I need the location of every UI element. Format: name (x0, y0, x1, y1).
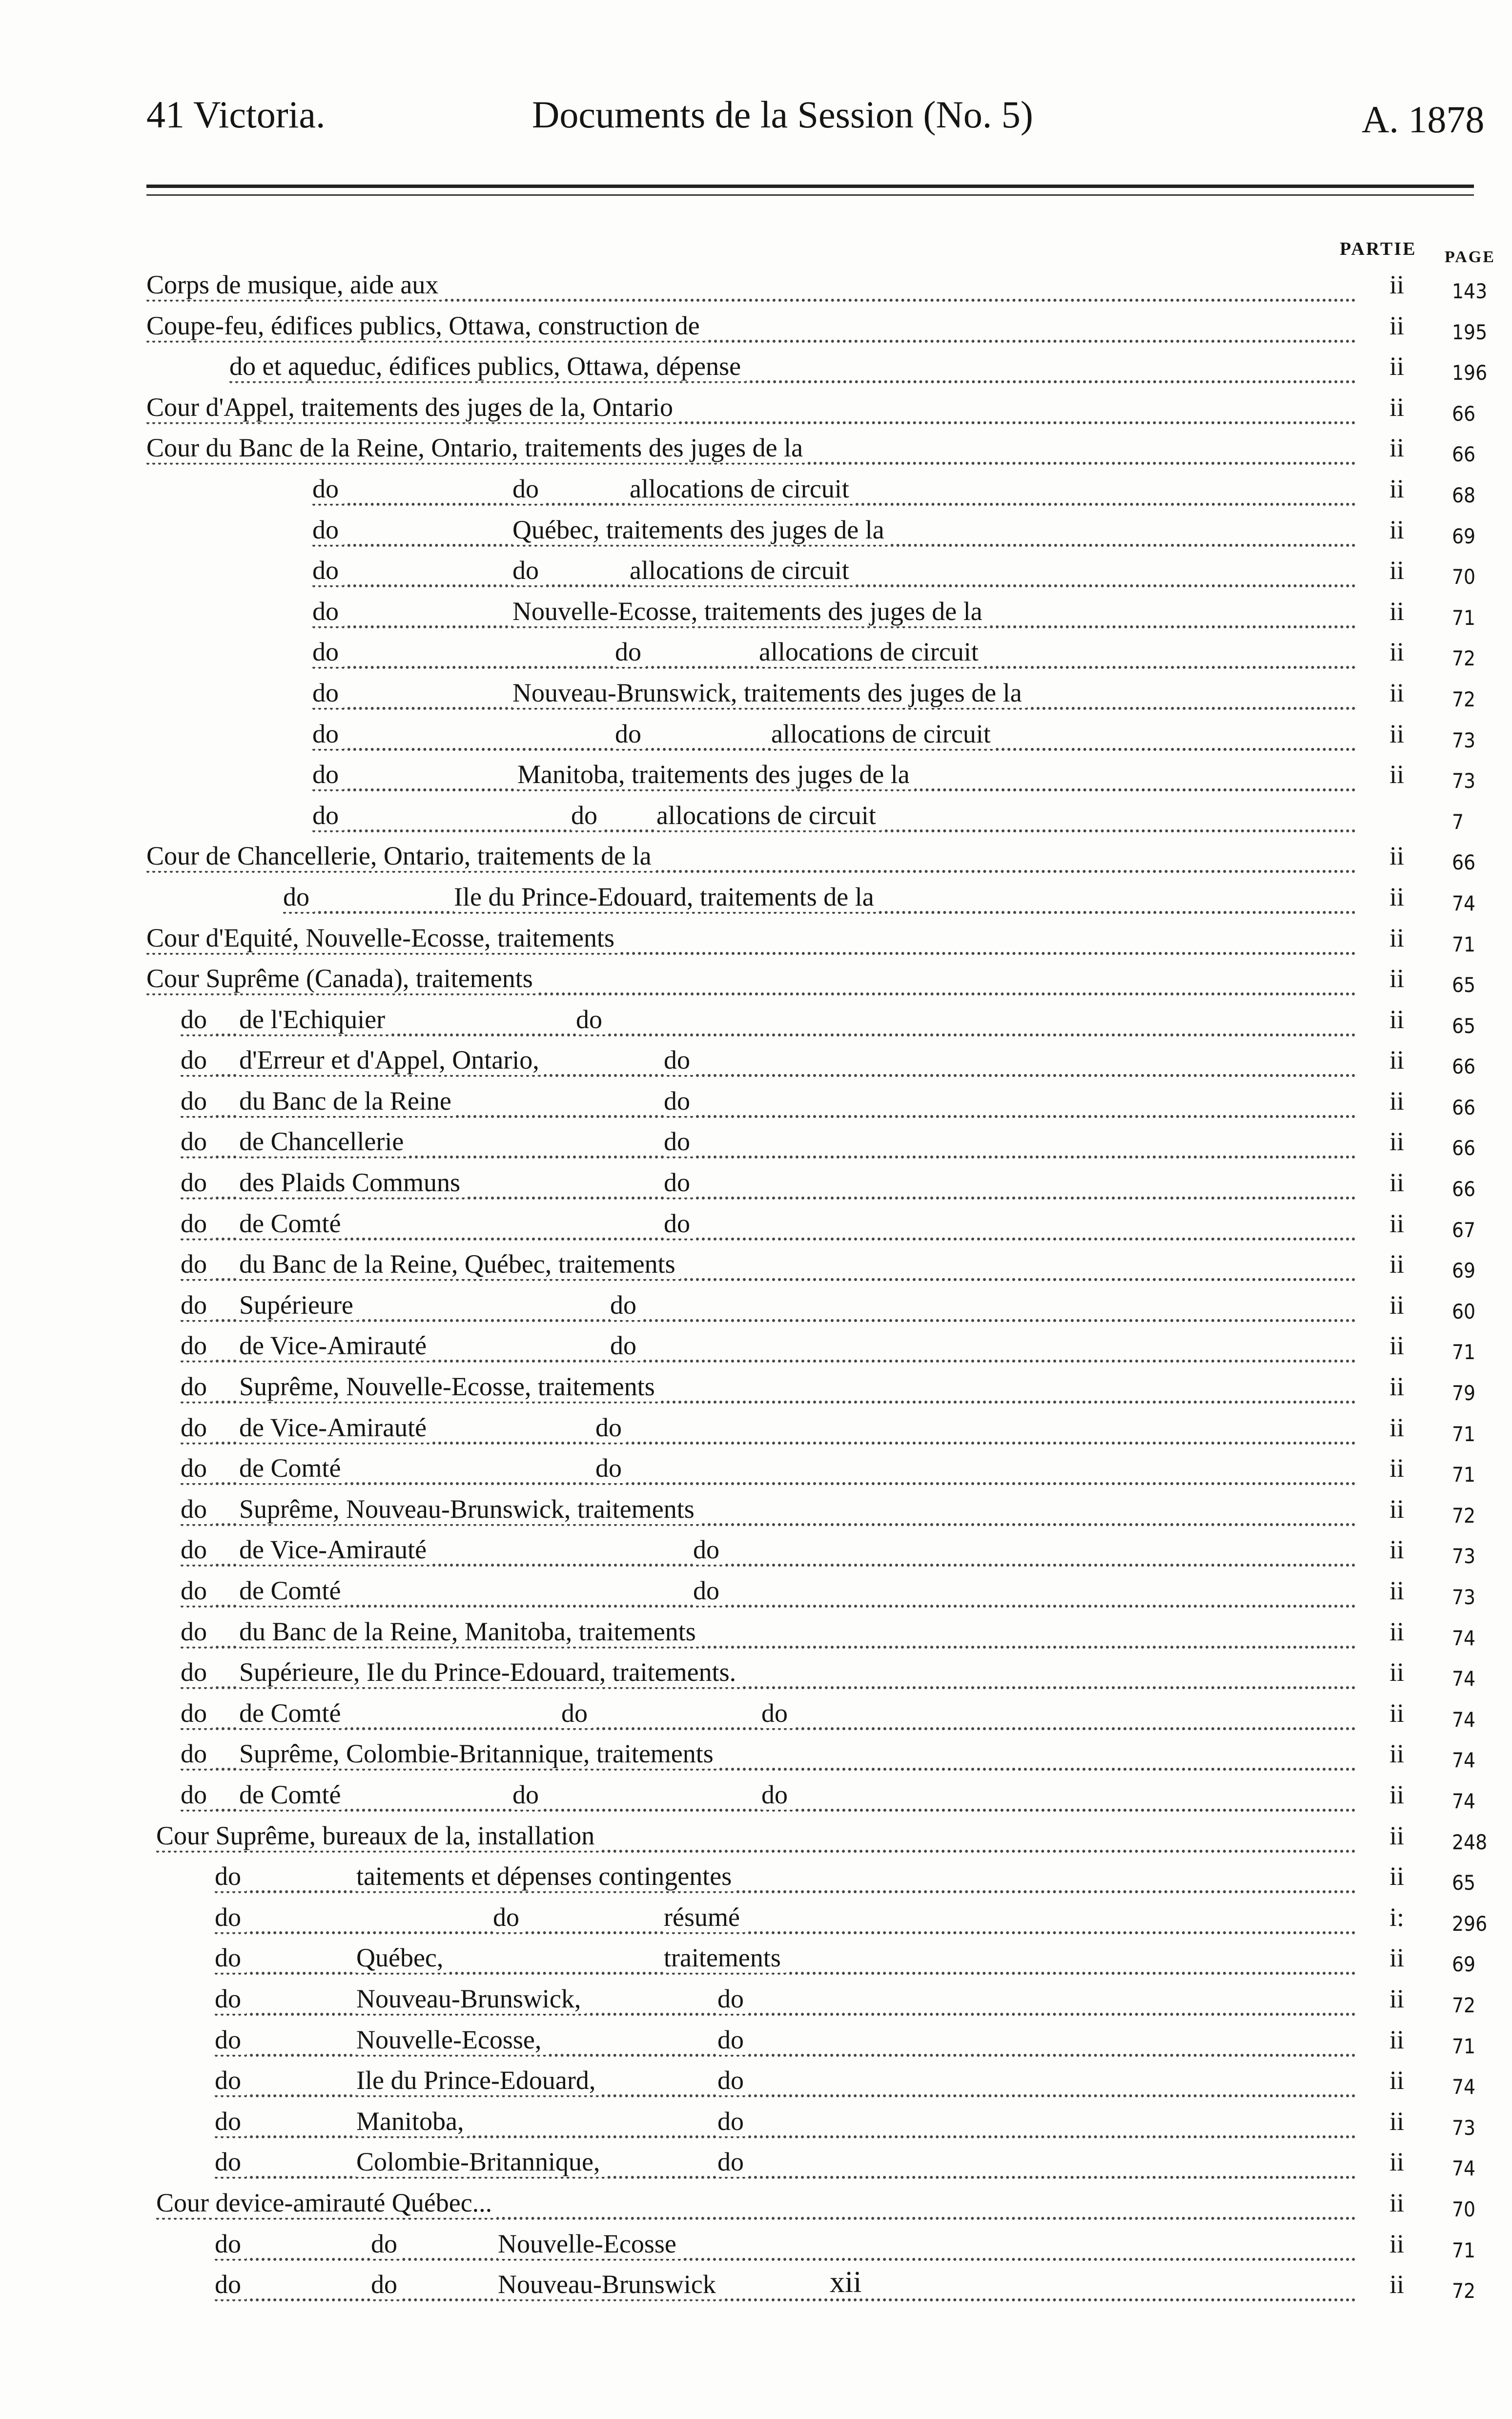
index-entry (0, 879, 1512, 920)
entry-text-col2: do (512, 474, 544, 504)
entry-text: do (181, 1208, 212, 1239)
entry-partie: ii (1389, 1372, 1404, 1402)
entry-partie: ii (1389, 1535, 1404, 1565)
entry-partie: ii (1389, 678, 1404, 707)
entry-text-col3: do (561, 1698, 593, 1728)
entry-text-col2: Québec, (356, 1943, 448, 1973)
entry-page: 74 (1452, 1748, 1476, 1773)
index-entry (0, 1205, 1512, 1246)
entry-text: do (215, 1861, 246, 1891)
entry-partie: ii (1389, 270, 1404, 299)
entry-page: 74 (1452, 2156, 1476, 2181)
entry-page: 70 (1452, 565, 1476, 589)
entry-text: do (181, 1167, 212, 1198)
index-entry (0, 1409, 1512, 1450)
entry-partie: ii (1389, 515, 1404, 544)
index-entry (0, 1940, 1512, 1981)
entry-partie: ii (1389, 1290, 1404, 1320)
index-entry (0, 960, 1512, 1001)
entry-page: 73 (1452, 728, 1476, 752)
entry-text-col3: do (693, 1575, 724, 1606)
entry-text: Cour device-amirauté Québec... (156, 2188, 497, 2218)
entry-page: 74 (1452, 891, 1476, 915)
index-entry (0, 430, 1512, 471)
index-entry (0, 389, 1512, 430)
entry-text: Cour du Banc de la Reine, Ontario, traitements des juges de la (146, 433, 808, 463)
index-entry (0, 675, 1512, 716)
index-entry (0, 756, 1512, 797)
entry-text-col3: allocations de circuit (630, 555, 854, 585)
index-entry (0, 348, 1512, 389)
entry-partie: ii (1389, 433, 1404, 463)
index-entry (0, 471, 1512, 512)
index-entry (0, 838, 1512, 879)
entry-page: 73 (1452, 1585, 1476, 1609)
index-entry (0, 2266, 1512, 2307)
entry-text: do (181, 1494, 212, 1524)
entry-text: do (312, 515, 344, 545)
entry-text: do (283, 882, 314, 912)
entry-text-col2: de Chancellerie (239, 1126, 409, 1157)
entry-text-col3: do (610, 1290, 641, 1320)
entry-page: 7 (1452, 809, 1464, 834)
entry-text-col3: do (576, 1004, 607, 1034)
entry-text: do (312, 678, 344, 708)
entry-text-col3: do (664, 1045, 695, 1075)
index-entry (0, 1246, 1512, 1287)
index-entry (0, 1531, 1512, 1572)
index-entry (0, 1491, 1512, 1532)
index-entry (0, 1899, 1512, 1940)
entry-text-col4: do (761, 1779, 793, 1810)
entry-text-col3: résumé (664, 1902, 745, 1932)
dot-leader (181, 1453, 1356, 1485)
entry-text-col2: de Comté (239, 1698, 346, 1728)
entry-partie: ii (1389, 1249, 1404, 1279)
entry-text-col2: de Vice-Amirauté (239, 1534, 431, 1565)
entry-text-col2: Nouvelle-Ecosse, traitements des juges de la (512, 596, 987, 626)
entry-text: do (215, 2106, 246, 2136)
index-entry (0, 1818, 1512, 1859)
entry-partie: ii (1389, 2188, 1404, 2217)
entry-text: do (181, 1698, 212, 1728)
index-entry (0, 1654, 1512, 1695)
entry-text-col3: do (595, 1453, 627, 1483)
entry-page: 196 (1452, 361, 1488, 385)
entry-text: do (181, 1534, 212, 1565)
entry-text: Coupe-feu, édifices publics, Ottawa, construction de (146, 310, 705, 341)
index-entry (0, 1327, 1512, 1368)
entry-page: 74 (1452, 1707, 1476, 1732)
entry-partie: ii (1389, 1698, 1404, 1728)
entry-text: do (312, 719, 344, 749)
entry-text-col2: do (493, 1902, 524, 1932)
entry-page: 69 (1452, 1952, 1476, 1977)
index-entry (0, 1981, 1512, 2022)
entry-text: Cour d'Appel, traitements des juges de la, Ontario (146, 392, 678, 422)
entry-text-col2: Colombie-Britannique, (356, 2147, 605, 2177)
entry-text-col2: Nouvelle-Ecosse, (356, 2025, 546, 2055)
column-header-page: PAGE (1445, 248, 1495, 266)
entry-page: 71 (1452, 1463, 1476, 1487)
entry-text-col2: Suprême, Colombie-Britannique, traitements (239, 1738, 718, 1769)
entry-text-col3: do (717, 2147, 749, 2177)
entry-page: 68 (1452, 483, 1476, 507)
dot-leader (181, 1208, 1356, 1241)
entry-text: do (181, 1738, 212, 1769)
entry-text-col3: allocations de circuit (630, 474, 854, 504)
entry-text-col2: Ile du Prince-Edouard, (356, 2065, 600, 2095)
entry-text: do (215, 2025, 246, 2055)
entry-text: do (181, 1126, 212, 1157)
entry-text-col3: do (512, 1779, 544, 1810)
entry-page: 65 (1452, 1871, 1476, 1895)
entry-text-col2: Suprême, Nouveau-Brunswick, traitements (239, 1494, 699, 1524)
entry-text-col3: do (717, 2025, 749, 2055)
column-header-partie: PARTIE (1340, 239, 1417, 259)
entry-page: 195 (1452, 320, 1488, 344)
dot-leader (181, 1575, 1356, 1608)
index-entry (0, 1736, 1512, 1777)
entry-partie: ii (1389, 392, 1404, 422)
entry-text-col2: Manitoba, traitements des juges de la (517, 759, 915, 789)
entry-partie: ii (1389, 1616, 1404, 1646)
entry-page: 74 (1452, 1667, 1476, 1691)
index-entry (0, 267, 1512, 308)
entry-text-col2: Manitoba, (356, 2106, 469, 2136)
index-entry (0, 2185, 1512, 2226)
entry-text-col3: traitements (664, 1943, 786, 1973)
entry-text: do (181, 1575, 212, 1606)
entry-partie: ii (1389, 2066, 1404, 2095)
entry-text: do (181, 1330, 212, 1361)
entry-partie: ii (1389, 351, 1404, 381)
index-entry (0, 2062, 1512, 2103)
entry-text-col3: allocations de circuit (759, 637, 983, 667)
entry-text-col2: Suprême, Nouvelle-Ecosse, traitements (239, 1371, 660, 1402)
entry-partie: ii (1389, 1494, 1404, 1524)
entry-partie: ii (1389, 310, 1404, 340)
index-entry (0, 1450, 1512, 1491)
entry-text: do (181, 1086, 212, 1116)
entry-page: 71 (1452, 1340, 1476, 1365)
entry-page: 69 (1452, 1259, 1476, 1283)
entry-text: do (181, 1453, 212, 1483)
index-entry (0, 797, 1512, 838)
index-entry (0, 1123, 1512, 1164)
entry-text: do (215, 2147, 246, 2177)
entry-partie: ii (1389, 2270, 1404, 2299)
entry-text-col2: d'Erreur et d'Appel, Ontario, (239, 1045, 544, 1075)
index-entry (0, 2022, 1512, 2063)
entry-partie: ii (1389, 1004, 1404, 1034)
entry-text: do (312, 637, 344, 667)
entry-text-col2: de Vice-Amirauté (239, 1330, 431, 1361)
entry-text-col3: do (693, 1534, 724, 1565)
entry-text: do (181, 1412, 212, 1443)
entry-text-col2: Nouveau-Brunswick, traitements des juges de la (512, 678, 1027, 708)
entry-text-col3: do (717, 2106, 749, 2136)
entry-text-col2: Nouveau-Brunswick, (356, 1984, 586, 2014)
entry-partie: ii (1389, 1208, 1404, 1238)
entry-page: 66 (1452, 850, 1476, 875)
index-entry (0, 593, 1512, 634)
entry-text-col2: de Vice-Amirauté (239, 1412, 431, 1443)
entry-partie: ii (1389, 1576, 1404, 1605)
entry-page: 65 (1452, 1013, 1476, 1038)
entry-page: 71 (1452, 605, 1476, 630)
page-number: xii (830, 2266, 862, 2299)
header-rule (146, 185, 1474, 188)
entry-page: 67 (1452, 1218, 1476, 1242)
entry-text-col2: do (371, 2269, 402, 2299)
index-entry (0, 2103, 1512, 2144)
index-entry (0, 1164, 1512, 1205)
entry-partie: ii (1389, 719, 1404, 748)
entry-partie: ii (1389, 1984, 1404, 2013)
index-entry (0, 1695, 1512, 1736)
entry-partie: ii (1389, 474, 1404, 503)
entry-text-col3: do (664, 1086, 695, 1116)
entry-text-col3: allocations de circuit (771, 719, 996, 749)
entry-text: do (215, 2269, 246, 2299)
entry-page: 73 (1452, 1544, 1476, 1569)
entry-text-col2: des Plaids Communs (239, 1167, 465, 1198)
entry-text-col2: taitements et dépenses contingentes (356, 1861, 736, 1891)
entry-text-col2: de Comté (239, 1453, 346, 1483)
entry-text: do (181, 1657, 212, 1687)
entry-text: Cour d'Equité, Nouvelle-Ecosse, traitements (146, 923, 619, 953)
page-header (0, 83, 1512, 156)
entry-partie: ii (1389, 964, 1404, 993)
entry-text: do (215, 1902, 246, 1932)
entry-text: do (181, 1371, 212, 1402)
entry-partie: ii (1389, 1331, 1404, 1361)
entry-page: 296 (1452, 1911, 1488, 1936)
index-entry (0, 1572, 1512, 1613)
entry-partie: ii (1389, 1453, 1404, 1483)
entry-partie: ii (1389, 841, 1404, 871)
header-rule-thin (146, 194, 1474, 196)
entry-page: 65 (1452, 973, 1476, 997)
entry-text: Cour de Chancellerie, Ontario, traitements de la (146, 841, 656, 871)
index-entry (0, 1287, 1512, 1328)
entry-text-col2: de Comté (239, 1208, 346, 1239)
entry-text: do (181, 1045, 212, 1075)
entry-text: do (215, 1984, 246, 2014)
entry-partie: ii (1389, 1045, 1404, 1075)
index-entry (0, 1001, 1512, 1042)
index-entry (0, 1613, 1512, 1654)
entry-page: 66 (1452, 1177, 1476, 1201)
entry-text-col2: de Comté (239, 1575, 346, 1606)
entry-partie: ii (1389, 1861, 1404, 1891)
entry-page: 79 (1452, 1381, 1476, 1406)
entry-text-col2: Supérieure, Ile du Prince-Edouard, traitements. (239, 1657, 741, 1687)
entry-partie: ii (1389, 637, 1404, 667)
entry-partie: ii (1389, 1739, 1404, 1769)
entry-text-col2: do (571, 800, 602, 830)
index-entry (0, 1368, 1512, 1409)
index-entry (0, 920, 1512, 961)
index-entry (0, 1858, 1512, 1899)
entry-partie: ii (1389, 1086, 1404, 1116)
entry-page: 248 (1452, 1830, 1488, 1854)
entry-text-col2: do (615, 637, 646, 667)
entry-partie: ii (1389, 760, 1404, 789)
entry-partie: ii (1389, 556, 1404, 585)
entry-page: 72 (1452, 1993, 1476, 2017)
entry-page: 74 (1452, 1626, 1476, 1650)
entry-page: 70 (1452, 2197, 1476, 2221)
entry-text: do (181, 1779, 212, 1810)
entry-text-col2: Québec, traitements des juges de la (512, 515, 889, 545)
entry-text: do et aqueduc, édifices publics, Ottawa, dépense (229, 351, 746, 381)
entry-partie: ii (1389, 2025, 1404, 2054)
entry-text-col2: de Comté (239, 1779, 346, 1810)
entry-text: Cour Suprême (Canada), traitements (146, 963, 538, 993)
entry-text-col2: du Banc de la Reine, Québec, traitements (239, 1249, 680, 1279)
index-entry (0, 716, 1512, 757)
entry-page: 66 (1452, 1136, 1476, 1160)
entry-text: do (312, 474, 344, 504)
entry-text-col3: Nouveau-Brunswick (498, 2269, 721, 2299)
header-right: A. 1878 (1362, 98, 1485, 141)
entry-partie: ii (1389, 1779, 1404, 1809)
entry-text-col2: du Banc de la Reine, Manitoba, traitements (239, 1616, 701, 1647)
entry-text: do (312, 759, 344, 789)
entry-text-col2: do (371, 2229, 402, 2259)
entry-page: 66 (1452, 401, 1476, 426)
index-entry (0, 2144, 1512, 2185)
entry-page: 72 (1452, 646, 1476, 671)
entry-partie: ii (1389, 2106, 1404, 2136)
entry-text-col2: de l'Echiquier (239, 1004, 390, 1034)
entry-page: 71 (1452, 2034, 1476, 2058)
entry-text-col2: do (615, 719, 646, 749)
index-entry (0, 2226, 1512, 2267)
entry-text-col2: Supérieure (239, 1290, 358, 1320)
index-entry (0, 1042, 1512, 1083)
entry-text: do (312, 800, 344, 830)
entry-page: 66 (1452, 1095, 1476, 1119)
entry-page: 60 (1452, 1299, 1476, 1323)
entry-page: 72 (1452, 2279, 1476, 2303)
index-entry (0, 308, 1512, 349)
entry-partie: i: (1389, 1902, 1404, 1932)
entry-text-col2: Ile du Prince-Edouard, traitements de la (454, 882, 879, 912)
entry-text-col3: do (595, 1412, 627, 1443)
entry-text: do (215, 1943, 246, 1973)
entry-text: do (312, 596, 344, 626)
entry-text: do (181, 1249, 212, 1279)
dot-leader (215, 1902, 1356, 1934)
entry-text-col3: allocations de circuit (656, 800, 881, 830)
entry-text-col2: du Banc de la Reine (239, 1086, 456, 1116)
entry-partie: ii (1389, 1820, 1404, 1850)
entry-partie: ii (1389, 2147, 1404, 2177)
header-title: Documents de la Session (No. 5) (532, 93, 1033, 136)
entry-partie: ii (1389, 1412, 1404, 1442)
index-entry (0, 1777, 1512, 1818)
entry-partie: ii (1389, 596, 1404, 626)
entry-page: 73 (1452, 769, 1476, 793)
entry-text-col3: do (664, 1208, 695, 1239)
index-entry (0, 552, 1512, 593)
entry-text-col3: do (610, 1330, 641, 1361)
entry-page: 69 (1452, 524, 1476, 548)
index-entry (0, 634, 1512, 675)
entry-partie: ii (1389, 1127, 1404, 1157)
entry-text-col3: do (664, 1167, 695, 1198)
entry-text: do (181, 1616, 212, 1647)
entry-text: Cour Suprême, bureaux de la, installation (156, 1820, 599, 1851)
index-entry (0, 512, 1512, 553)
entry-partie: ii (1389, 923, 1404, 952)
entry-text: do (181, 1290, 212, 1320)
index-entries (0, 267, 1512, 2307)
entry-partie: ii (1389, 1168, 1404, 1198)
entry-page: 72 (1452, 687, 1476, 711)
entry-page: 71 (1452, 1422, 1476, 1446)
entry-text-col3: do (664, 1126, 695, 1157)
entry-text-col3: do (717, 2065, 749, 2095)
entry-partie: ii (1389, 882, 1404, 911)
entry-partie: ii (1389, 2229, 1404, 2258)
entry-page: 66 (1452, 1054, 1476, 1079)
entry-page: 74 (1452, 2075, 1476, 2099)
entry-text: do (215, 2229, 246, 2259)
entry-page: 143 (1452, 279, 1488, 303)
entry-page: 71 (1452, 2238, 1476, 2262)
entry-text-col3: Nouvelle-Ecosse (498, 2229, 681, 2259)
entry-page: 72 (1452, 1503, 1476, 1528)
entry-text: do (181, 1004, 212, 1034)
entry-text-col2: do (512, 555, 544, 585)
entry-text-col4: do (761, 1698, 793, 1728)
entry-text: Corps de musique, aide aux (146, 269, 443, 300)
entry-partie: ii (1389, 1943, 1404, 1973)
entry-page: 73 (1452, 2115, 1476, 2140)
entry-page: 66 (1452, 442, 1476, 467)
entry-text-col3: do (717, 1984, 749, 2014)
entry-text: do (312, 555, 344, 585)
entry-partie: ii (1389, 1657, 1404, 1687)
entry-page: 71 (1452, 932, 1476, 956)
header-left: 41 Victoria. (146, 93, 326, 136)
entry-page: 74 (1452, 1789, 1476, 1813)
index-entry (0, 1083, 1512, 1124)
entry-text: do (215, 2065, 246, 2095)
